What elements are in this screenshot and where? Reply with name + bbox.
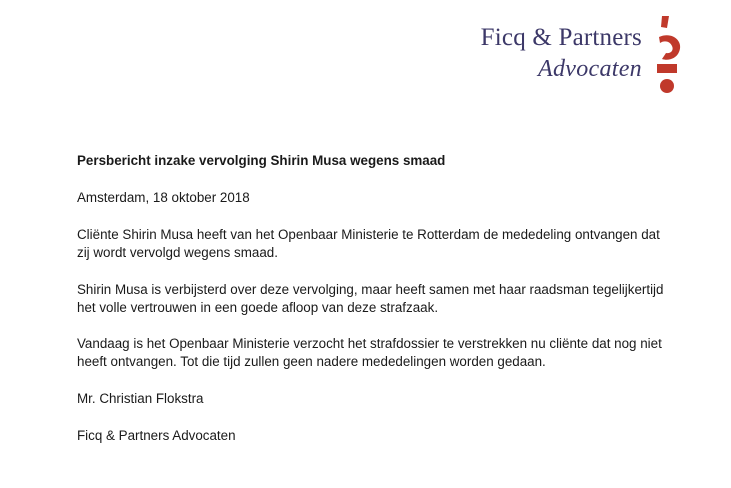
paragraph-3-line-1: Vandaag is het Openbaar Ministerie verzocht het strafdossier te verstrekken nu cliënte dat nog niet [77, 336, 662, 351]
mark-bar [657, 64, 677, 73]
firm-signature: Ficq & Partners Advocaten [77, 428, 236, 443]
place-date: Amsterdam, 18 oktober 2018 [77, 190, 250, 205]
paragraph-3-line-2: heeft ontvangen. Tot die tijd zullen geen nadere mededelingen worden gedaan. [77, 354, 546, 369]
signatory: Mr. Christian Flokstra [77, 391, 204, 406]
paragraph-1-line-1: Cliënte Shirin Musa heeft van het Openbaar Ministerie te Rotterdam de mededeling ontvangen dat [77, 227, 660, 242]
paragraph-2-line-2: het volle vertrouwen in een goede afloop van deze strafzaak. [77, 300, 439, 315]
firm-subtitle: Advocaten [538, 56, 642, 82]
paragraph-1-line-2: zij wordt vervolgd wegens smaad. [77, 245, 278, 260]
paragraph-2-line-1: Shirin Musa is verbijsterd over deze vervolging, maar heeft samen met haar raadsman tegelijkertijd [77, 282, 664, 297]
letterhead-logo [470, 14, 700, 99]
firm-mark-icon [646, 14, 686, 99]
mark-curve [659, 35, 680, 60]
firm-name: Ficq & Partners [480, 24, 642, 51]
mark-top-stroke [661, 16, 669, 28]
document-title: Persbericht inzake vervolging Shirin Musa wegens smaad [77, 153, 446, 168]
mark-dot [660, 79, 674, 93]
